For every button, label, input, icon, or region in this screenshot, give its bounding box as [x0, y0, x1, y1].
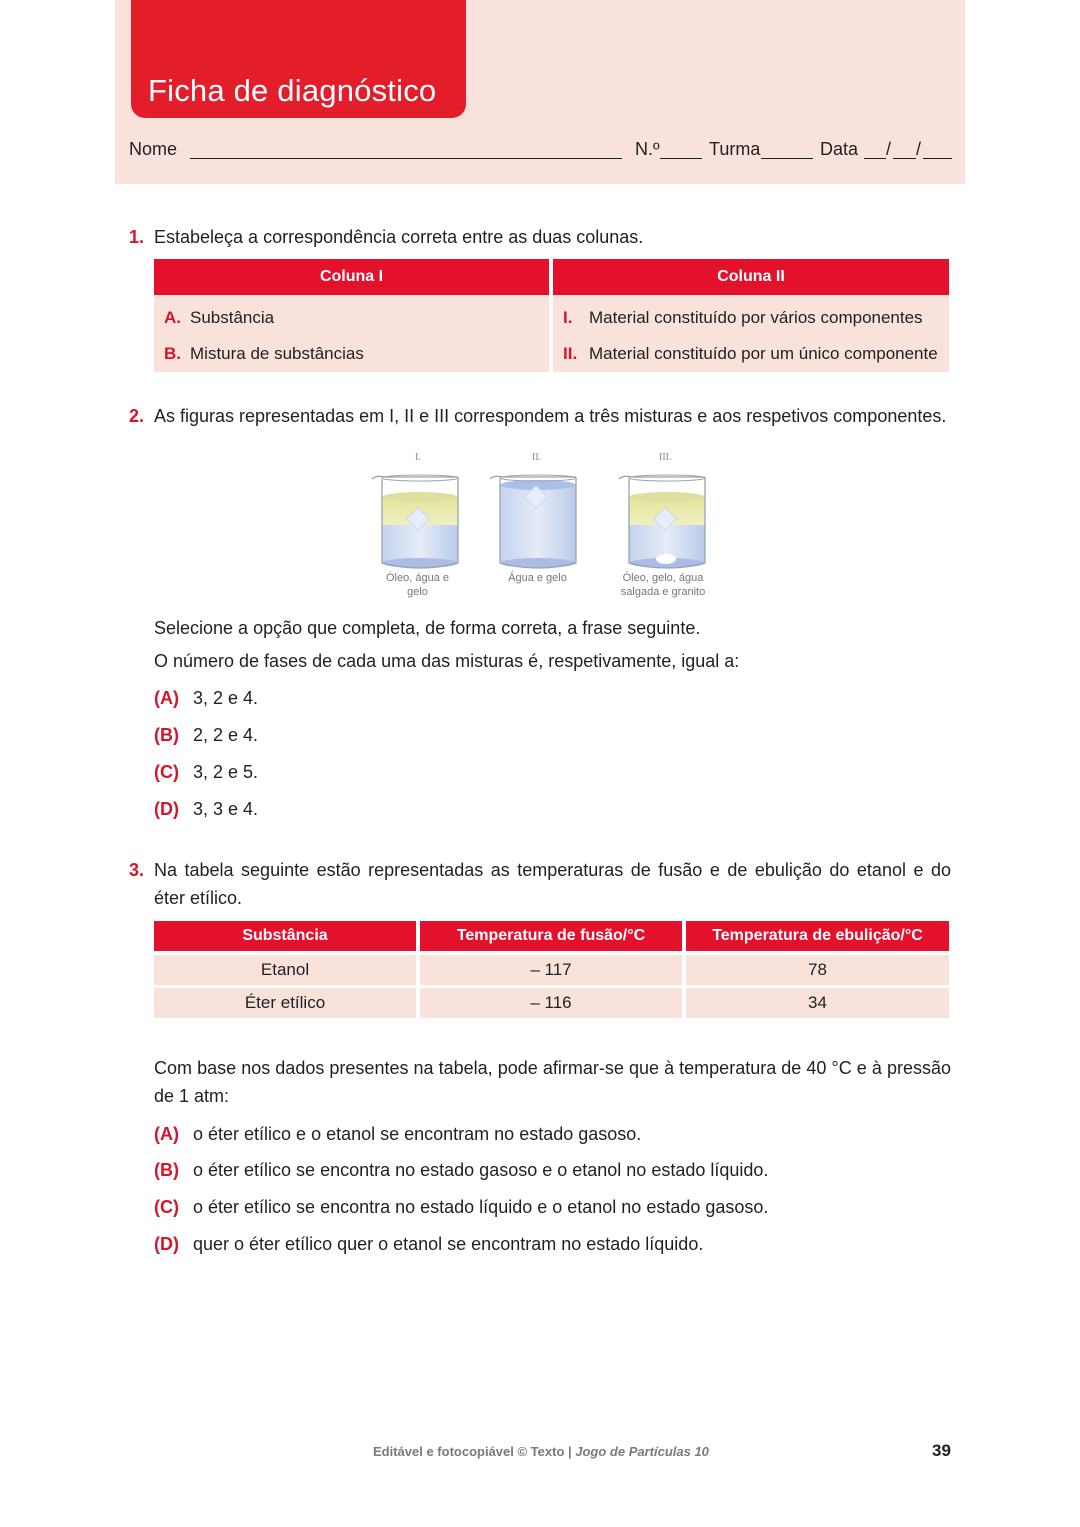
- item-key: I.: [563, 308, 573, 327]
- option-d[interactable]: [154, 795, 258, 823]
- item-text: Substância: [190, 308, 275, 327]
- option-letter: (B): [154, 725, 179, 745]
- question-number: 1.: [129, 227, 145, 247]
- beaker-caption: Óleo, água e gelo: [386, 572, 449, 598]
- option-letter: (C): [154, 1197, 179, 1217]
- option-a[interactable]: [154, 684, 258, 712]
- column-header: Substância: [154, 921, 416, 951]
- question-text: Na tabela seguinte estão representadas as temperaturas de fusão e de ebulição do etanol e do: [154, 860, 951, 880]
- question-number: 2.: [129, 406, 145, 426]
- beaker-label: I.: [415, 452, 421, 463]
- question-1: [129, 223, 643, 251]
- question-text-cont: éter etílico.: [154, 888, 243, 908]
- turma-field[interactable]: [761, 139, 813, 159]
- date-separator: /: [916, 139, 922, 159]
- page-number: 39: [932, 1441, 951, 1460]
- question-3: [129, 856, 951, 912]
- question-number: 3.: [129, 860, 145, 880]
- date-year-field[interactable]: [923, 139, 952, 159]
- option-letter: (B): [154, 1160, 179, 1180]
- item-text: Mistura de substâncias: [190, 344, 364, 363]
- option-text: o éter etílico se encontra no estado líquido e o etanol no estado gasoso.: [193, 1197, 769, 1217]
- temperature-table: [150, 921, 953, 1018]
- table-cell: 78: [686, 951, 949, 985]
- item-key: II.: [563, 344, 578, 363]
- item-key: B.: [164, 344, 181, 363]
- column-header: Temperatura de fusão/°C: [420, 921, 682, 951]
- table-cell: Etanol: [154, 951, 416, 985]
- option-d[interactable]: [154, 1230, 703, 1258]
- table-row: [154, 985, 949, 1018]
- table-cell: – 117: [420, 951, 682, 985]
- option-c[interactable]: [154, 758, 258, 786]
- item-text: Material constituído por vários componentes: [589, 308, 923, 327]
- option-text: quer o éter etílico quer o etanol se encontram no estado líquido.: [193, 1234, 704, 1254]
- option-a[interactable]: [154, 1120, 641, 1148]
- turma-label: Turma: [709, 139, 761, 159]
- option-b[interactable]: [154, 721, 258, 749]
- beaker-label: II.: [532, 452, 542, 463]
- option-b[interactable]: [154, 1156, 768, 1184]
- title-tab: [131, 0, 466, 118]
- nome-label: Nome: [129, 139, 178, 159]
- table-cell: 34: [686, 985, 949, 1018]
- question-stem: O número de fases de cada uma das misturas é, respetivamente, igual a:: [154, 651, 740, 671]
- option-text: 3, 2 e 5.: [193, 762, 259, 782]
- list-item: [164, 336, 539, 372]
- numero-label: N.º: [635, 139, 660, 159]
- option-letter: (D): [154, 799, 179, 819]
- table-cell: – 116: [420, 985, 682, 1018]
- numero-field[interactable]: [660, 139, 702, 159]
- question-text: As figuras representadas em I, II e III correspondem a três misturas e aos respetivos componentes.: [154, 406, 947, 426]
- option-letter: (C): [154, 762, 179, 782]
- option-text: o éter etílico se encontra no estado gasoso e o etanol no estado líquido.: [193, 1160, 769, 1180]
- list-item: [563, 300, 941, 336]
- item-text: Material constituído por um único componente: [589, 344, 938, 363]
- option-letter: (A): [154, 1124, 179, 1144]
- footer-credit: Editável e fotocopiável © Texto | Jogo de Partículas 10: [373, 1444, 709, 1459]
- column-header: Coluna I: [154, 259, 549, 295]
- beaker-caption: Óleo, gelo, água salgada e granito: [620, 572, 706, 598]
- question-text: Estabeleça a correspondência correta entre as duas colunas.: [154, 227, 644, 247]
- list-item: [563, 336, 941, 372]
- column-header: Coluna II: [553, 259, 949, 295]
- option-text: o éter etílico e o etanol se encontram no estado gasoso.: [193, 1124, 642, 1144]
- question-stem: Com base nos dados presentes na tabela, pode afirmar-se que à temperatura de 40 °C e à pressão de 1 atm:: [154, 1058, 951, 1106]
- coluna-ii-cell: [553, 295, 949, 372]
- date-month-field[interactable]: [893, 139, 916, 159]
- date-day-field[interactable]: [864, 139, 886, 159]
- option-letter: (D): [154, 1234, 179, 1254]
- table-row: [154, 951, 949, 985]
- list-item: [164, 300, 539, 336]
- option-c[interactable]: [154, 1193, 768, 1221]
- student-id-line: [129, 139, 953, 163]
- beakers-illustration-icon: [365, 447, 720, 577]
- matching-table: [150, 259, 953, 372]
- data-label: Data: [820, 139, 859, 159]
- beaker-caption: Água e gelo: [508, 572, 567, 584]
- option-text: 3, 3 e 4.: [193, 799, 259, 819]
- date-separator: /: [886, 139, 892, 159]
- option-letter: (A): [154, 688, 179, 708]
- option-text: 3, 2 e 4.: [193, 688, 259, 708]
- nome-field[interactable]: [190, 139, 622, 159]
- item-key: A.: [164, 308, 181, 327]
- page-title: Ficha de diagnóstico: [148, 73, 437, 108]
- column-header: Temperatura de ebulição/°C: [686, 921, 949, 951]
- beaker-label: III.: [659, 452, 672, 463]
- instruction-text: Selecione a opção que completa, de forma correta, a frase seguinte.: [154, 618, 701, 638]
- book-title: Jogo de Partículas 10: [575, 1444, 709, 1459]
- table-cell: Éter etílico: [154, 985, 416, 1018]
- question-2: [129, 402, 946, 430]
- option-text: 2, 2 e 4.: [193, 725, 259, 745]
- beakers-figure: [365, 447, 720, 607]
- coluna-i-cell: [154, 295, 549, 372]
